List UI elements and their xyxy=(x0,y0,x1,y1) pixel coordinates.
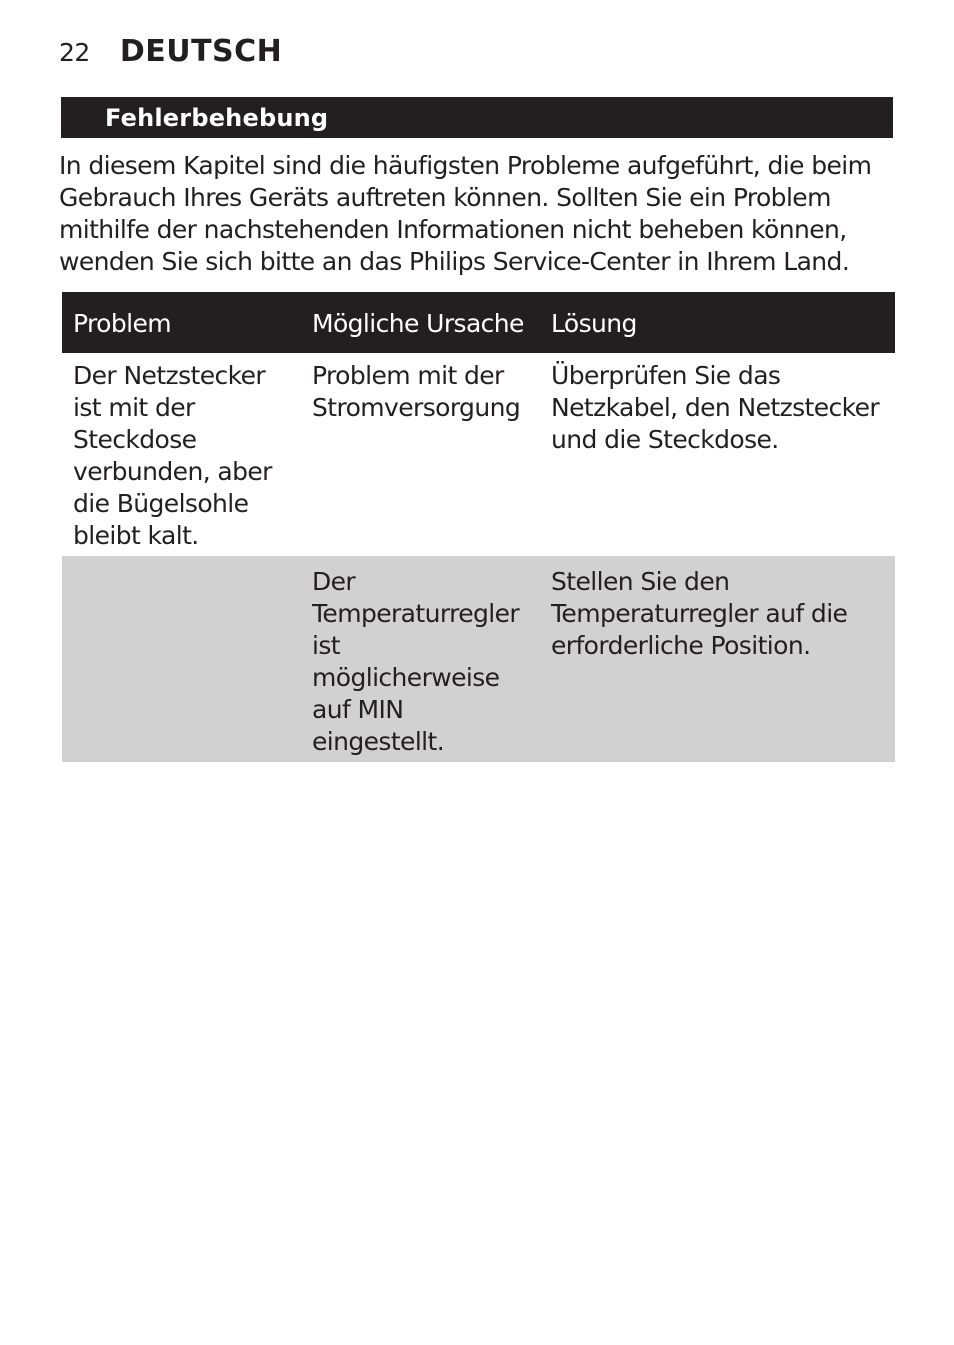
table-row xyxy=(62,353,895,556)
cell-problem xyxy=(62,556,301,762)
column-header-cause: Mögliche Ursache xyxy=(301,292,540,353)
cell-cause: Problem mit der Stromversorgung xyxy=(301,353,540,556)
section-heading-bar xyxy=(61,97,893,138)
cell-problem: Der Netzstecker ist mit der Steckdose verbunden, aber die Bügelsohle bleibt kalt. xyxy=(62,353,301,556)
table-row xyxy=(62,556,895,762)
cell-cause: Der Temperaturregler ist möglicherweise auf MIN eingestellt. xyxy=(301,556,540,762)
table-header-row xyxy=(62,292,895,353)
section-title: Fehlerbehebung xyxy=(105,103,329,132)
cell-solution: Stellen Sie den Temperaturregler auf die erforderliche Position. xyxy=(540,556,895,762)
page-header xyxy=(59,34,282,74)
column-header-problem: Problem xyxy=(62,292,301,353)
intro-paragraph: In diesem Kapitel sind die häufigsten Probleme aufgeführt, die beim Gebrauch Ihres Geräts auftreten können. Sollten Sie ein Problem mithilfe der nachstehenden Informationen nicht beheben können, wenden Sie sich bitte an das Philips Service-Center in Ihrem Land. xyxy=(59,151,872,276)
page-number: 22 xyxy=(59,38,90,67)
language-title: DEUTSCH xyxy=(119,34,283,69)
cell-solution: Überprüfen Sie das Netzkabel, den Netzstecker und die Steckdose. xyxy=(540,353,895,556)
troubleshooting-table xyxy=(62,292,895,762)
column-header-solution: Lösung xyxy=(540,292,895,353)
